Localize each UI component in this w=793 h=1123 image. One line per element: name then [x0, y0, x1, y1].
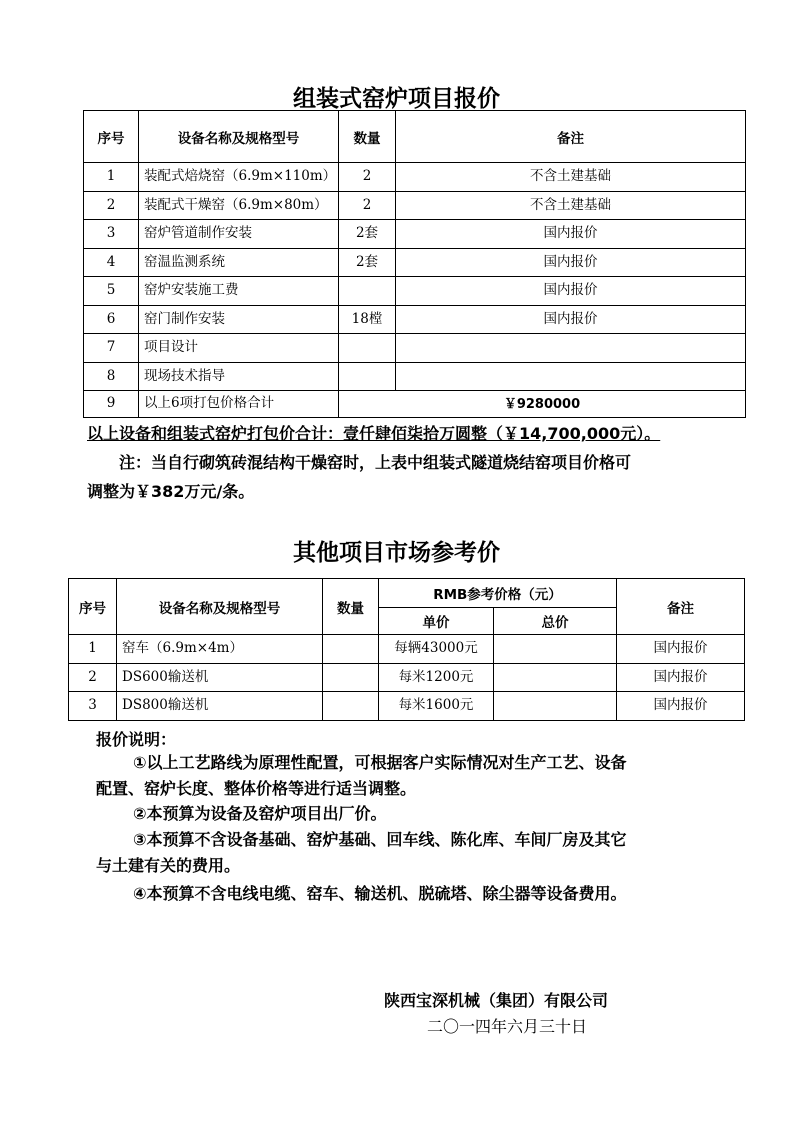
cell-name: 窑车（6.9m×4m）	[117, 635, 323, 664]
cell-qty: 2	[339, 191, 396, 220]
table-row	[84, 163, 746, 192]
cell-no: 4	[84, 248, 139, 277]
cell-no: 3	[69, 692, 117, 721]
cell-name: 项目设计	[139, 334, 339, 363]
table-row	[84, 362, 746, 391]
table-row	[84, 277, 746, 306]
cell-remark: 国内报价	[396, 305, 746, 334]
company-name: 陕西宝深机械（集团）有限公司	[384, 991, 609, 1010]
cell-unit: 每米1600元	[379, 692, 494, 721]
reference-price-table	[68, 578, 745, 721]
cell-no: 2	[69, 663, 117, 692]
cell-remark: 国内报价	[396, 277, 746, 306]
header-name: 设备名称及规格型号	[117, 579, 323, 635]
cell-no: 5	[84, 277, 139, 306]
header-name: 设备名称及规格型号	[139, 111, 339, 163]
header-price-group: RMB参考价格（元）	[379, 579, 617, 608]
cell-total	[494, 692, 617, 721]
cell-qty: 2	[339, 163, 396, 192]
table-row	[69, 692, 745, 721]
document-date: 二〇一四年六月三十日	[427, 1017, 588, 1036]
quote-note-3a: ③本预算不含设备基础、窑炉基础、回车线、陈化库、车间厂房及其它	[133, 830, 627, 849]
cell-qty: 2套	[339, 248, 396, 277]
cell-name: 装配式焙烧窑（6.9m×110m）	[139, 163, 339, 192]
quote-note-1b: 配置、窑炉长度、整体价格等进行适当调整。	[96, 779, 417, 798]
cell-name: 窑温监测系统	[139, 248, 339, 277]
header-qty: 数量	[323, 579, 379, 635]
cell-no: 1	[69, 635, 117, 664]
cell-name: 窑炉管道制作安装	[139, 220, 339, 249]
quote-notes-label: 报价说明：	[96, 730, 177, 749]
cell-remark: 国内报价	[396, 248, 746, 277]
header-remark: 备注	[617, 579, 745, 635]
cell-name: DS600输送机	[117, 663, 323, 692]
header-remark: 备注	[396, 111, 746, 163]
cell-remark: 国内报价	[617, 692, 745, 721]
cell-name: 窑门制作安装	[139, 305, 339, 334]
table-row	[84, 248, 746, 277]
cell-remark: 国内报价	[617, 663, 745, 692]
cell-name: DS800输送机	[117, 692, 323, 721]
cell-total	[494, 663, 617, 692]
cell-no: 2	[84, 191, 139, 220]
cell-remark	[396, 362, 746, 391]
table-row	[69, 663, 745, 692]
table-row	[84, 191, 746, 220]
cell-remark	[396, 334, 746, 363]
total-label: 以上6项打包价格合计	[139, 391, 339, 418]
cell-remark: 国内报价	[396, 220, 746, 249]
cell-remark: 不含土建基础	[396, 191, 746, 220]
total-row	[84, 391, 746, 418]
cell-name: 现场技术指导	[139, 362, 339, 391]
cell-no: 6	[84, 305, 139, 334]
quote-table	[83, 110, 746, 418]
header-no: 序号	[69, 579, 117, 635]
total-value: ￥9280000	[339, 391, 746, 418]
cell-total	[494, 635, 617, 664]
cell-qty	[323, 692, 379, 721]
note-line-1: 注：当自行砌筑砖混结构干燥窑时，上表中组装式隧道烧结窑项目价格可	[119, 453, 632, 472]
table-row	[84, 220, 746, 249]
cell-qty: 18樘	[339, 305, 396, 334]
total-no: 9	[84, 391, 139, 418]
quote-note-1a: ①以上工艺路线为原理性配置，可根据客户实际情况对生产工艺、设备	[133, 753, 627, 772]
table-row	[84, 305, 746, 334]
cell-no: 3	[84, 220, 139, 249]
cell-remark: 国内报价	[617, 635, 745, 664]
table-row	[84, 334, 746, 363]
cell-qty	[339, 362, 396, 391]
table1-title: 组装式窑炉项目报价	[293, 86, 500, 112]
header-no: 序号	[84, 111, 139, 163]
cell-no: 1	[84, 163, 139, 192]
header-unit-price: 单价	[379, 608, 494, 635]
cell-qty	[323, 635, 379, 664]
cell-qty	[339, 277, 396, 306]
cell-qty	[339, 334, 396, 363]
cell-qty	[323, 663, 379, 692]
summary-text: 以上设备和组装式窑炉打包价合计：壹仟肆佰柒拾万圆整（￥14,700,000元）。	[87, 424, 661, 443]
table-row	[69, 635, 745, 664]
quote-note-4: ④本预算不含电线电缆、窑车、输送机、脱硫塔、除尘器等设备费用。	[133, 884, 627, 903]
header-qty: 数量	[339, 111, 396, 163]
cell-name: 装配式干燥窑（6.9m×80m）	[139, 191, 339, 220]
cell-unit: 每米1200元	[379, 663, 494, 692]
note-line-2: 调整为￥382万元/条。	[87, 482, 255, 501]
quote-note-2: ②本预算为设备及窑炉项目出厂价。	[133, 804, 387, 823]
cell-unit: 每辆43000元	[379, 635, 494, 664]
cell-no: 8	[84, 362, 139, 391]
cell-remark: 不含土建基础	[396, 163, 746, 192]
quote-note-3b: 与土建有关的费用。	[96, 856, 241, 875]
cell-no: 7	[84, 334, 139, 363]
header-total-price: 总价	[494, 608, 617, 635]
table2-title: 其他项目市场参考价	[293, 540, 500, 566]
cell-qty: 2套	[339, 220, 396, 249]
cell-name: 窑炉安装施工费	[139, 277, 339, 306]
